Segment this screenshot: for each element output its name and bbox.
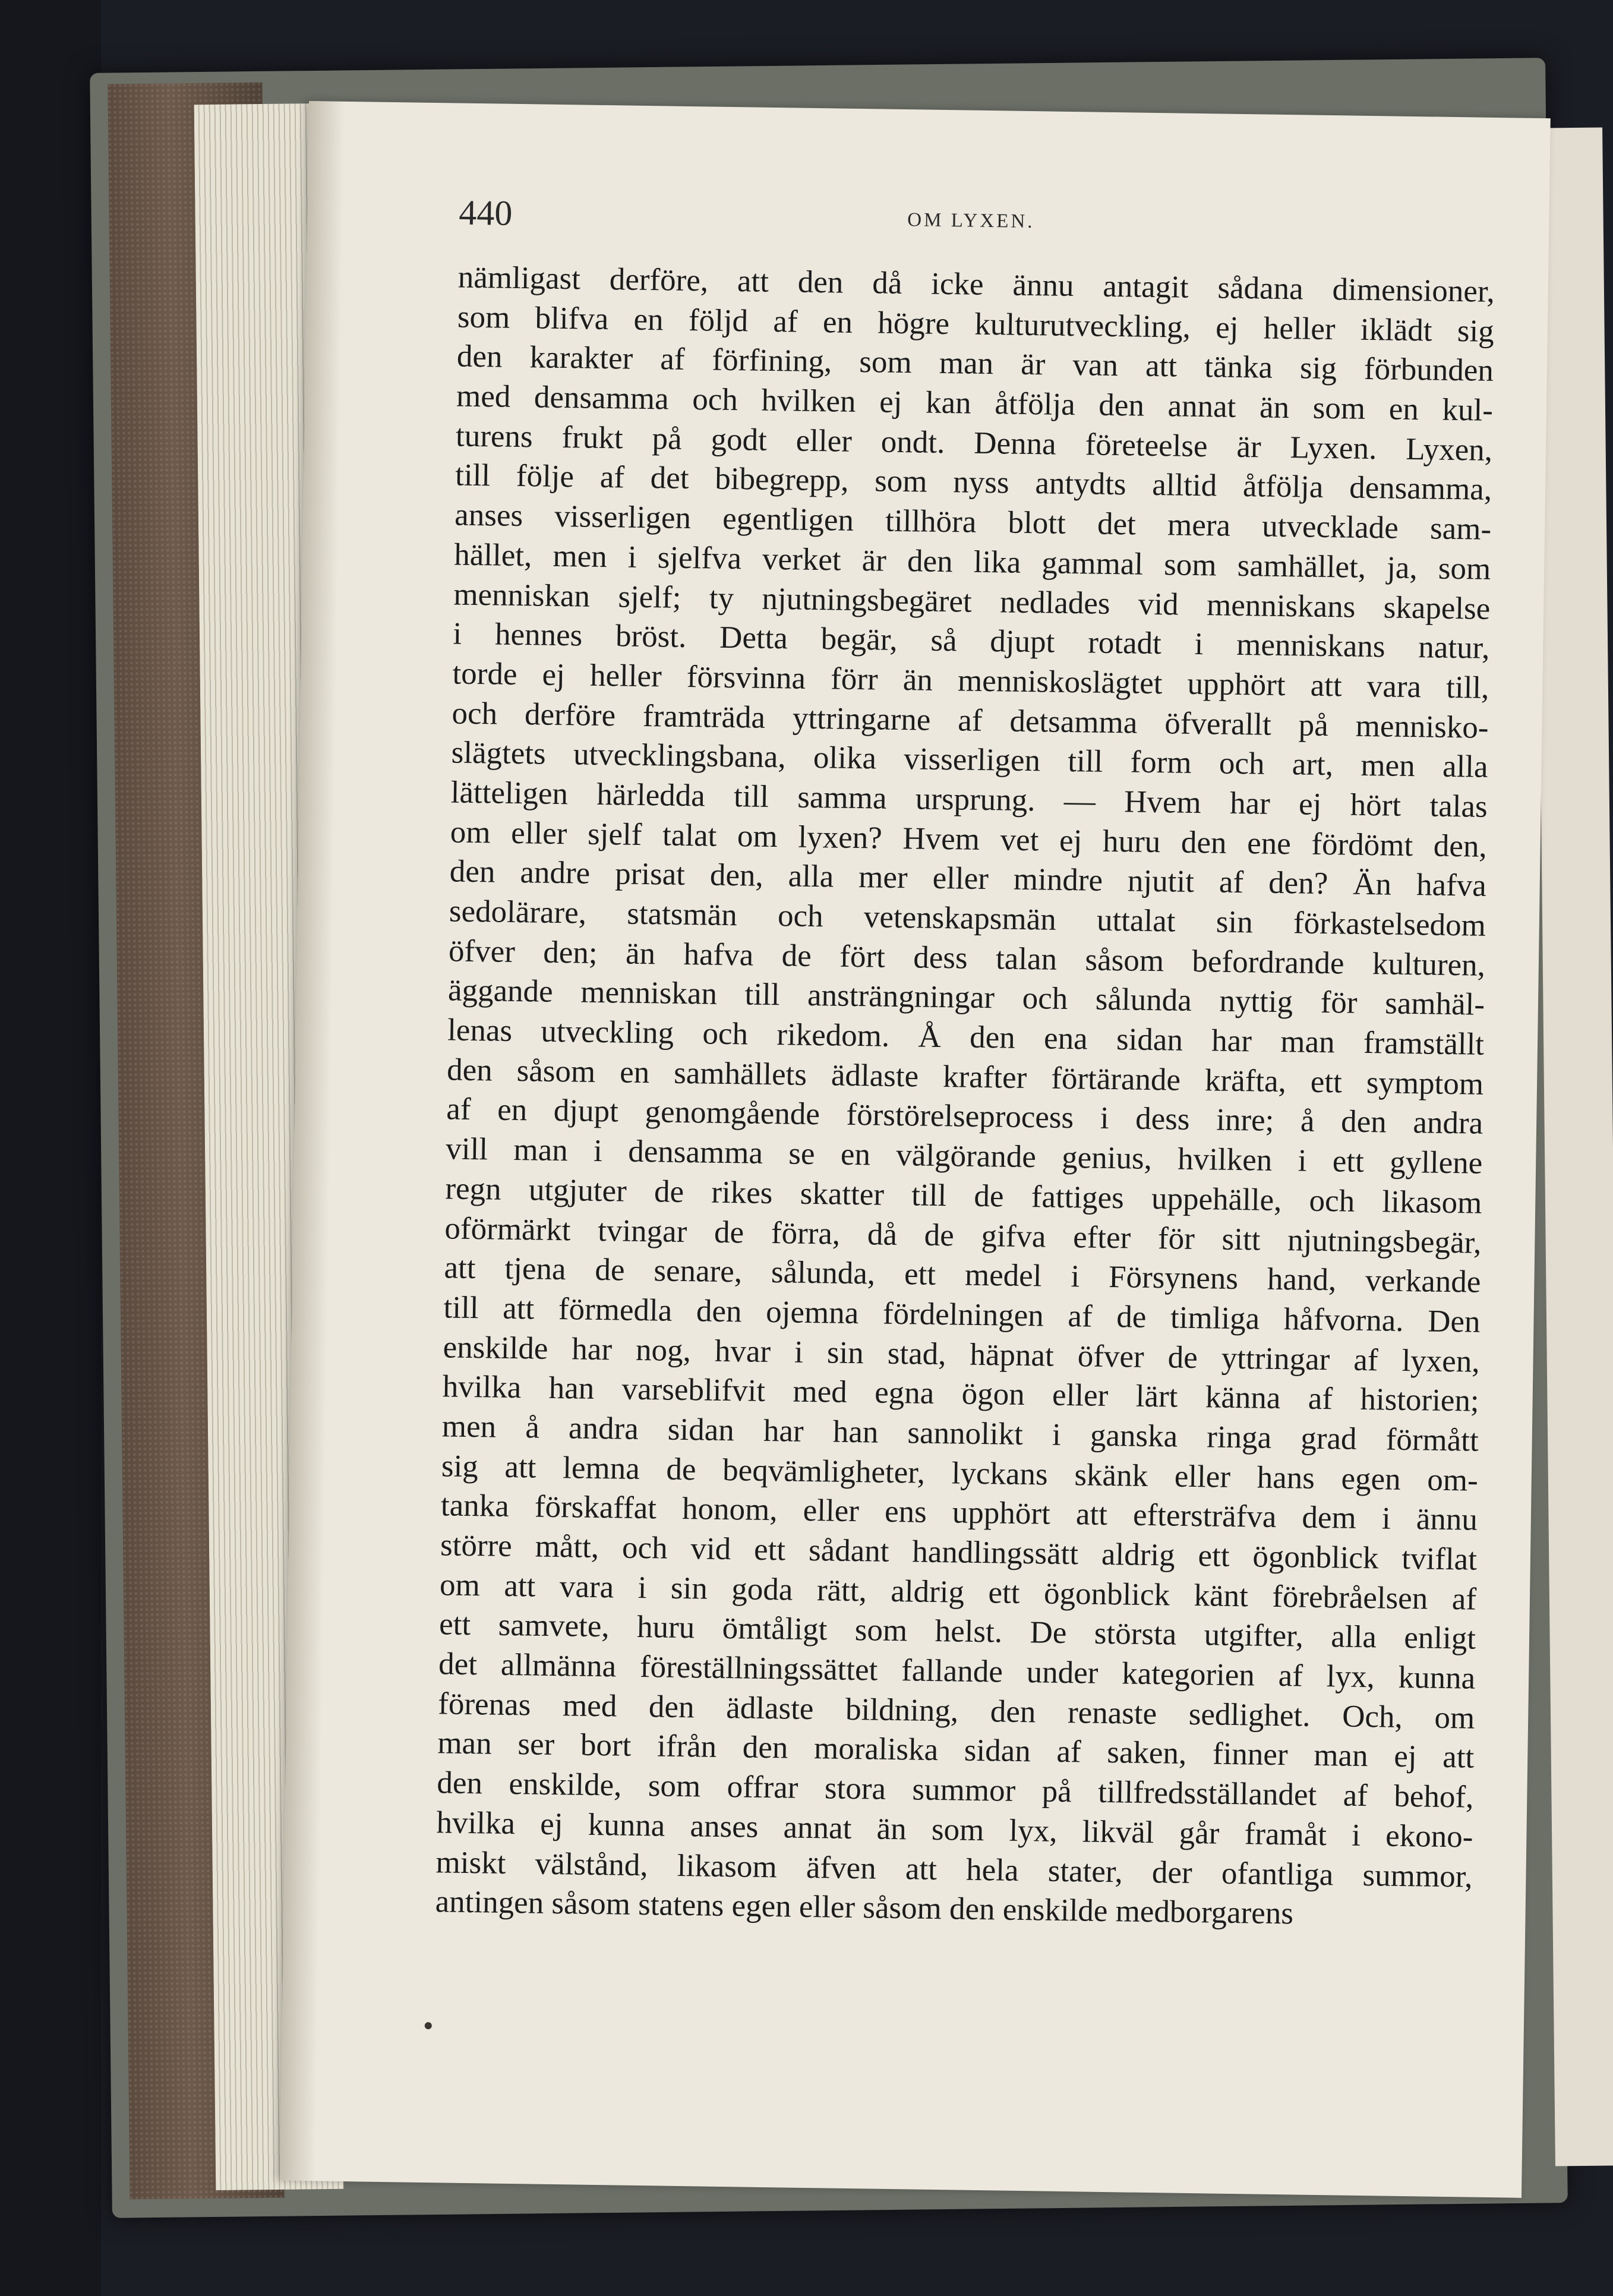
text-line: torde ej heller försvinna förr än menniskoslägtet upphört att vara till, bbox=[452, 656, 1489, 705]
text-line: antingen såsom statens egen eller såsom den enskilde medborgarens bbox=[435, 1884, 1294, 1931]
text-line: och derföre framträda yttringarne af detsamma öfverallt på mennisko- bbox=[452, 696, 1489, 745]
ink-speck bbox=[425, 2022, 432, 2029]
text-line: hvilka han varseblifvit med egna ögon eller lärt känna af historien; bbox=[442, 1369, 1480, 1418]
text-line: hvilka ej kunna anses annat än som lyx, likväl går framåt i ekono- bbox=[436, 1805, 1473, 1855]
text-line: den andre prisat den, alla mer eller mindre njutit af den? Än hafva bbox=[449, 854, 1487, 904]
text-line: slägtets utvecklingsbana, olika visserligen till form och art, men alla bbox=[451, 735, 1488, 785]
text-line: men å andra sidan har han sannolikt i ganska ringa grad förmått bbox=[441, 1409, 1479, 1458]
text-line: miskt välstånd, likasom äfven att hela stater, der ofantliga summor, bbox=[435, 1844, 1473, 1894]
text-line: att tjena de senare, sålunda, ett medel i Försynens hand, verkande bbox=[444, 1250, 1481, 1300]
running-title: OM LYXEN. bbox=[907, 209, 1035, 233]
text-line: enskilde har nog, hvar i sin stad, häpnat öfver de yttringar af lyxen, bbox=[443, 1329, 1480, 1379]
text-line: den karakter af förfining, som man är van att tänka sig förbunden bbox=[456, 339, 1494, 389]
text-line: lätteligen härledda till samma ursprung. — Hvem har ej hört talas bbox=[450, 775, 1488, 824]
text-line: regn utgjuter de rikes skatter till de fattiges uppehälle, och likasom bbox=[445, 1171, 1482, 1220]
text-line: lenas utveckling och rikedom. Å den ena sidan har man framställt bbox=[447, 1013, 1485, 1062]
text-line: den enskilde, som offrar stora summor på tillfredsställandet af behof, bbox=[437, 1765, 1474, 1815]
text-line: hället, men i sjelfva verket är den lika gammal som samhället, ja, som bbox=[453, 537, 1491, 586]
body-text bbox=[435, 258, 1495, 1937]
text-line: äggande menniskan till ansträngningar och sålunda nyttig för samhäl- bbox=[447, 973, 1485, 1023]
text-line: nämligast derföre, att den då icke ännu antagit sådana dimensioner, bbox=[457, 260, 1495, 309]
text-line: det allmänna föreställningssättet fallande under kategorien af lyx, kunna bbox=[438, 1647, 1476, 1696]
text-line: i hennes bröst. Detta begär, så djupt rotadt i menniskans natur, bbox=[453, 616, 1490, 666]
text-line: menniskan sjelf; ty njutningsbegäret nedlades vid menniskans skapelse bbox=[453, 576, 1491, 626]
text-line: förenas med den ädlaste bildning, den renaste sedlighet. Och, om bbox=[437, 1686, 1475, 1736]
text-line: turens frukt på godt eller ondt. Denna företeelse är Lyxen. Lyxen, bbox=[455, 418, 1493, 468]
text-line: öfver den; än hafva de fört dess talan såsom befordrande kulturen, bbox=[448, 933, 1486, 983]
text-line: vill man i densamma se en välgörande genius, hvilken i ett gyllene bbox=[445, 1131, 1483, 1181]
text-line: sedolärare, statsmän och vetenskapsmän uttalat sin förkastelsedom bbox=[449, 894, 1486, 943]
text-line: som blifva en följd af en högre kulturutveckling, ej heller iklädt sig bbox=[457, 299, 1495, 349]
dark-backdrop bbox=[0, 0, 101, 2296]
text-line: med densamma och hvilken ej kan åtfölja den annat än som en kul- bbox=[456, 379, 1494, 428]
book-page bbox=[280, 101, 1551, 2198]
text-line: den såsom en samhällets ädlaste krafter förtärande kräfta, ett symptom bbox=[446, 1052, 1484, 1102]
text-line: till att förmedla den ojemna fördelningen af de timliga håfvorna. Den bbox=[443, 1290, 1481, 1339]
text-line: man ser bort ifrån den moraliska sidan af saken, finner man ej att bbox=[437, 1726, 1475, 1775]
text-line: till följe af det bibegrepp, som nyss antydts alltid åtfölja densamma, bbox=[454, 458, 1492, 507]
running-head bbox=[307, 190, 1549, 249]
text-line: större mått, och vid ett sådant handlingssätt aldrig ett ögonblick tviflat bbox=[440, 1528, 1478, 1577]
text-line: af en djupt genomgående förstörelseprocess i dess inre; å den andra bbox=[446, 1092, 1483, 1141]
text-line: oförmärkt tvingar de förra, då de gifva efter för sitt njutningsbegär, bbox=[444, 1210, 1482, 1260]
text-line: anses visserligen egentligen tillhöra blott det mera utvecklade sam- bbox=[454, 497, 1492, 547]
text-line: tanka förskaffat honom, eller ens upphört att eftersträfva dem i ännu bbox=[440, 1488, 1478, 1538]
page-number: 440 bbox=[458, 193, 513, 233]
text-line: sig att lemna de beqvämligheter, lyckans skänk eller hans egen om- bbox=[441, 1448, 1479, 1498]
text-line: ett samvete, huru ömtåligt som helst. De största utgifter, alla enligt bbox=[438, 1607, 1476, 1657]
text-line: om eller sjelf talat om lyxen? Hvem vet ej huru den ene fördömt den, bbox=[450, 815, 1488, 864]
text-line: om att vara i sin goda rätt, aldrig ett ögonblick känt förebråelsen af bbox=[439, 1568, 1477, 1617]
